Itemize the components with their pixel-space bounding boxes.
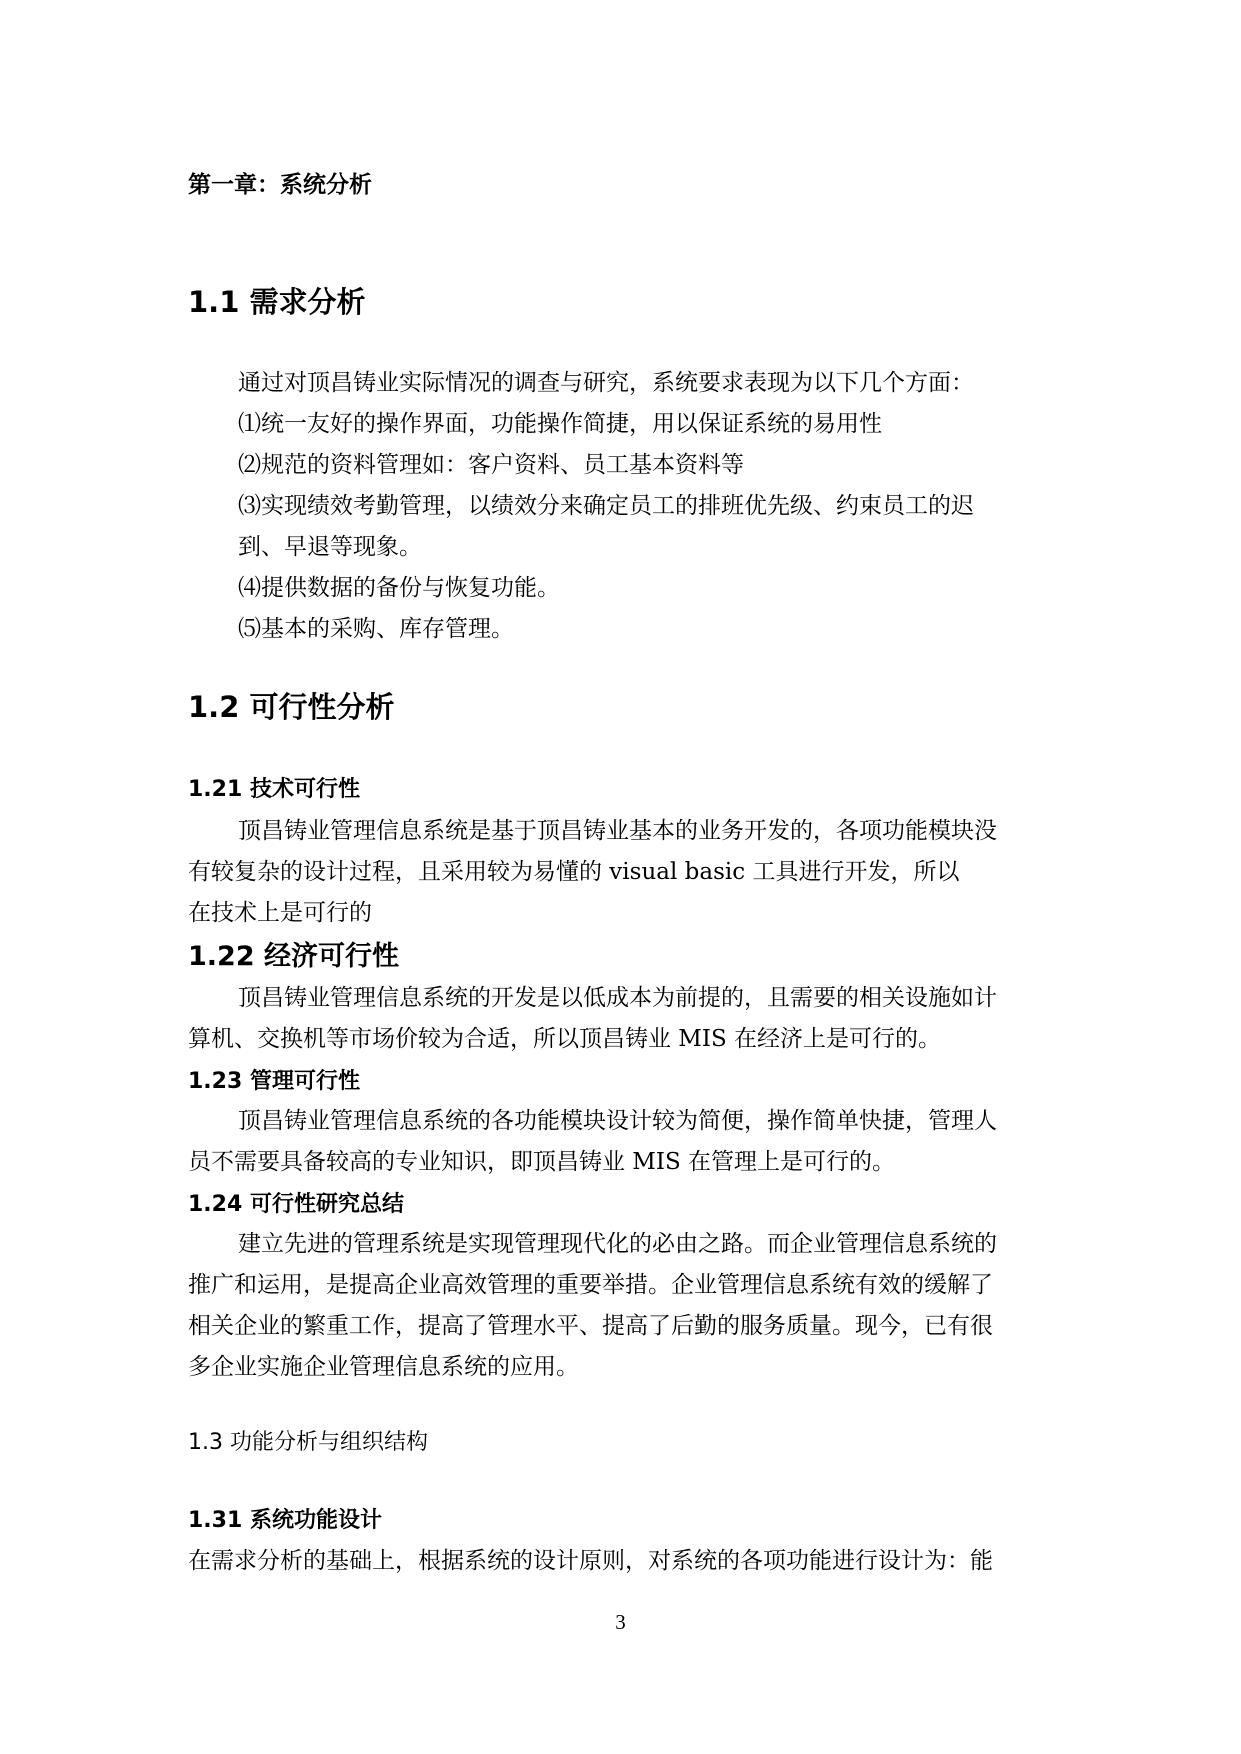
mgmt-paragraph-line-1: 顶昌铸业管理信息系统的各功能模块设计较为简便，操作简单快捷，管理人 (238, 1108, 997, 1134)
requirement-item-3: ⑶实现绩效考勤管理，以绩效分来确定员工的排班优先级、约束员工的迟 (238, 493, 974, 519)
summary-paragraph-line-2: 推广和运用，是提高企业高效管理的重要举措。企业管理信息系统有效的缓解了 (188, 1272, 993, 1298)
requirement-item-3-cont: 到、早退等现象。 (238, 534, 422, 560)
tech-paragraph-line-2: 有较复杂的设计过程，且采用较为易懂的 visual basic 工具进行开发，所以 (188, 859, 960, 885)
function-design-line-1: 在需求分析的基础上，根据系统的设计原则，对系统的各项功能进行设计为：能 (188, 1548, 993, 1574)
requirement-item-1: ⑴统一友好的操作界面，功能操作简捷，用以保证系统的易用性 (238, 411, 882, 437)
section-1-24-heading: 1.24 可行性研究总结 (188, 1192, 404, 1217)
tech-paragraph-line-1: 顶昌铸业管理信息系统是基于顶昌铸业基本的业务开发的，各项功能模块没 (238, 818, 997, 844)
section-1-31-heading: 1.31 系统功能设计 (188, 1508, 382, 1533)
mgmt-paragraph-line-2: 员不需要具备较高的专业知识，即顶昌铸业 MIS 在管理上是可行的。 (188, 1149, 896, 1175)
econ-paragraph-line-1: 顶昌铸业管理信息系统的开发是以低成本为前提的，且需要的相关设施如计 (238, 985, 997, 1011)
chapter-title: 第一章：系统分析 (188, 172, 372, 198)
section-1-23-heading: 1.23 管理可行性 (188, 1069, 360, 1094)
page-number: 3 (615, 1610, 626, 1634)
requirement-item-5: ⑸基本的采购、库存管理。 (238, 616, 514, 642)
section-1-1-heading: 1.1 需求分析 (188, 285, 366, 319)
econ-paragraph-line-2: 算机、交换机等市场价较为合适，所以顶昌铸业 MIS 在经济上是可行的。 (188, 1026, 942, 1052)
summary-paragraph-line-4: 多企业实施企业管理信息系统的应用。 (188, 1354, 579, 1380)
summary-paragraph-line-1: 建立先进的管理系统是实现管理现代化的必由之路。而企业管理信息系统的 (238, 1231, 997, 1257)
requirement-item-4: ⑷提供数据的备份与恢复功能。 (238, 575, 560, 601)
section-1-3-heading: 1.3 功能分析与组织结构 (188, 1430, 428, 1455)
summary-paragraph-line-3: 相关企业的繁重工作，提高了管理水平、提高了后勤的服务质量。现今，已有很 (188, 1313, 993, 1339)
section-1-2-heading: 1.2 可行性分析 (188, 690, 395, 724)
tech-paragraph-line-3: 在技术上是可行的 (188, 900, 372, 926)
requirement-item-2: ⑵规范的资料管理如：客户资料、员工基本资料等 (238, 452, 744, 478)
section-1-22-heading: 1.22 经济可行性 (188, 941, 400, 972)
section-1-21-heading: 1.21 技术可行性 (188, 777, 360, 802)
section-1-1-intro: 通过对顶昌铸业实际情况的调查与研究，系统要求表现为以下几个方面： (238, 370, 974, 396)
